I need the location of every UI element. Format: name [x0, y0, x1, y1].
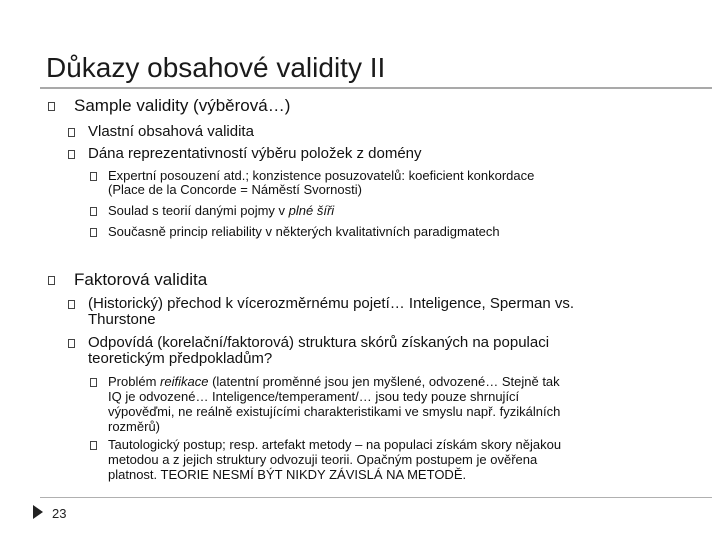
square-bullet-icon	[90, 207, 97, 216]
list-item: Vlastní obsahová validita	[88, 123, 254, 140]
sub-item-line: platnost. TEORIE NESMÍ BÝT NIKDY ZÁVISLÁ NA METODĚ.	[108, 467, 467, 482]
sub-item-line: rozměrů)	[108, 419, 161, 434]
sub-item-line: Současně princip reliability v některých kvalitativních paradigmatech	[108, 224, 500, 239]
square-bullet-icon	[68, 150, 75, 159]
sub-item-line: Expertní posouzení atd.; konzistence posuzovatelů: koeficient konkordace	[108, 168, 535, 183]
sub-item-emphasis: reifikace	[160, 374, 209, 389]
list-item-continuation: teoretickým předpokladům?	[88, 350, 273, 367]
sub-item-emphasis: plné šíři	[288, 203, 335, 218]
sub-item-text: Problém	[108, 374, 161, 389]
triangle-right-icon	[33, 505, 43, 519]
square-bullet-icon	[68, 339, 75, 348]
sub-item-line	[108, 374, 560, 389]
sub-item-text: (latentní proměnné jsou jen myšlené, odvozené… Stejně tak	[208, 374, 560, 389]
square-bullet-icon	[90, 228, 97, 237]
sub-item-line	[108, 203, 334, 218]
sub-item-line: IQ je odvozené… Inteligence/temperament/… jsou tedy pouze shrnující	[108, 389, 520, 404]
page-number: 23	[52, 506, 67, 521]
list-item: Dána reprezentativností výběru položek z domény	[88, 145, 422, 162]
sub-item-line: Tautologický postup; resp. artefakt metody – na populaci získám skory nějakou	[108, 437, 562, 452]
square-bullet-icon	[90, 441, 97, 450]
square-bullet-icon	[48, 102, 55, 111]
square-bullet-icon	[68, 300, 75, 309]
list-item-continuation: Thurstone	[88, 311, 156, 328]
section-heading-factor-validity: Faktorová validita	[74, 270, 208, 289]
list-item: Odpovídá (korelační/faktorová) struktura skórů získaných na populaci	[88, 334, 550, 351]
square-bullet-icon	[90, 378, 97, 387]
square-bullet-icon	[48, 276, 55, 285]
footer-divider	[40, 497, 712, 498]
square-bullet-icon	[68, 128, 75, 137]
sub-item-line: výpověďmi, ne reálně existujícími charakteristikami ve smyslu např. fyzikálních	[108, 404, 561, 419]
section-heading-sample-validity: Sample validity (výběrová…)	[74, 96, 291, 115]
sub-item-text: Soulad s teorií danými pojmy v	[108, 203, 289, 218]
slide-title: Důkazy obsahové validity II	[46, 52, 386, 83]
list-item: (Historický) přechod k vícerozměrnému pojetí… Inteligence, Sperman vs.	[88, 295, 575, 312]
sub-item-line: (Place de la Concorde = Náměstí Svornosti)	[108, 182, 362, 197]
title-divider	[40, 87, 712, 89]
sub-item-line: metodou a z jejich struktury odvozuji teorii. Opačným postupem je ověřena	[108, 452, 538, 467]
square-bullet-icon	[90, 172, 97, 181]
